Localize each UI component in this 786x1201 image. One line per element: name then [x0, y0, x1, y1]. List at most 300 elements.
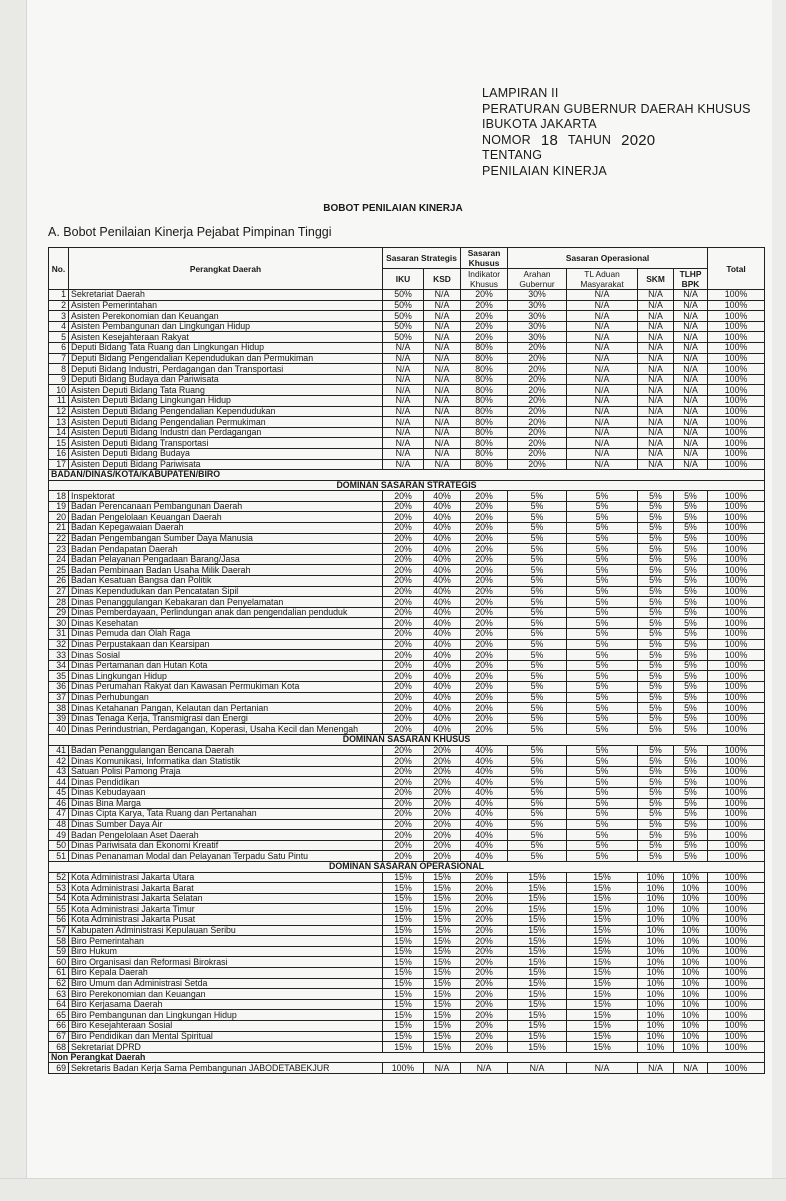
cell-iku: 15% [383, 1010, 424, 1021]
cell-skm: 5% [638, 544, 674, 555]
cell-total: 100% [708, 353, 765, 364]
col-total: Total [708, 248, 765, 290]
row-perangkat-daerah: Badan Pengelolaan Keuangan Daerah [69, 512, 383, 523]
table-row [49, 936, 765, 947]
cell-tl: 15% [567, 968, 638, 979]
cell-ik: 80% [461, 395, 508, 406]
row-perangkat-daerah: Kota Administrasi Jakarta Utara [69, 872, 383, 883]
cell-tl: 5% [567, 512, 638, 523]
cell-tl: 5% [567, 639, 638, 650]
cell-ag: 30% [508, 300, 567, 311]
cell-iku: 20% [383, 798, 424, 809]
cell-total: 100% [708, 1020, 765, 1031]
table-row [49, 840, 765, 851]
row-perangkat-daerah: Dinas Penanggulangan Kebakaran dan Penyelamatan [69, 597, 383, 608]
cell-ksd: N/A [424, 385, 461, 396]
cell-total: 100% [708, 607, 765, 618]
cell-ksd: 15% [424, 989, 461, 1000]
row-number: 68 [49, 1042, 69, 1053]
cell-tlhp: 5% [674, 724, 708, 735]
cell-skm: 5% [638, 607, 674, 618]
cell-total: 100% [708, 290, 765, 301]
row-perangkat-daerah: Dinas Pemuda dan Olah Raga [69, 629, 383, 640]
cell-tl: N/A [567, 1063, 638, 1074]
row-perangkat-daerah: Asisten Kesejahteraan Rakyat [69, 332, 383, 343]
group-label: BADAN/DINAS/KOTA/KABUPATEN/BIRO [49, 470, 765, 481]
cell-ksd: 15% [424, 1020, 461, 1031]
cell-ksd: 15% [424, 925, 461, 936]
row-number: 44 [49, 777, 69, 788]
cell-iku: N/A [383, 385, 424, 396]
cell-ik: 20% [461, 978, 508, 989]
cell-tlhp: N/A [674, 385, 708, 396]
cell-ag: 5% [508, 660, 567, 671]
cell-iku: 20% [383, 660, 424, 671]
row-perangkat-daerah: Biro Pemerintahan [69, 936, 383, 947]
cell-ag: 30% [508, 290, 567, 301]
cell-ag: 15% [508, 915, 567, 926]
cell-ag: 5% [508, 554, 567, 565]
cell-ik: 20% [461, 332, 508, 343]
cell-total: 100% [708, 692, 765, 703]
cell-total: 100% [708, 925, 765, 936]
row-perangkat-daerah: Biro Kepala Daerah [69, 968, 383, 979]
cell-tl: 15% [567, 1042, 638, 1053]
cell-ag: 5% [508, 756, 567, 767]
cell-tlhp: 10% [674, 925, 708, 936]
cell-tlhp: 5% [674, 597, 708, 608]
cell-ag: 30% [508, 311, 567, 322]
cell-tlhp: 10% [674, 915, 708, 926]
cell-tl: 5% [567, 745, 638, 756]
cell-ik: 20% [461, 544, 508, 555]
cell-ik: 20% [461, 713, 508, 724]
cell-ag: 15% [508, 893, 567, 904]
row-number: 15 [49, 438, 69, 449]
cell-total: 100% [708, 989, 765, 1000]
cell-skm: 5% [638, 713, 674, 724]
row-number: 30 [49, 618, 69, 629]
cell-iku: N/A [383, 342, 424, 353]
row-number: 69 [49, 1063, 69, 1074]
table-row [49, 597, 765, 608]
cell-tlhp: 5% [674, 777, 708, 788]
cell-tl: N/A [567, 438, 638, 449]
cell-tlhp: 10% [674, 904, 708, 915]
cell-iku: 15% [383, 957, 424, 968]
cell-iku: 15% [383, 1042, 424, 1053]
cell-ag: 20% [508, 459, 567, 470]
cell-iku: N/A [383, 459, 424, 470]
cell-ik: 20% [461, 671, 508, 682]
section-row [49, 862, 765, 873]
cell-ag: 5% [508, 692, 567, 703]
cell-iku: 50% [383, 321, 424, 332]
cell-skm: 5% [638, 840, 674, 851]
cell-iku: 20% [383, 533, 424, 544]
row-number: 61 [49, 968, 69, 979]
cell-tl: 5% [567, 554, 638, 565]
cell-tlhp: 5% [674, 840, 708, 851]
col-indikator-khusus: Indikator Khusus [461, 269, 508, 290]
cell-ksd: N/A [424, 321, 461, 332]
table-row [49, 872, 765, 883]
row-perangkat-daerah: Deputi Bidang Pengendalian Kependudukan dan Permukiman [69, 353, 383, 364]
cell-ksd: N/A [424, 342, 461, 353]
cell-tl: 5% [567, 787, 638, 798]
cell-iku: 20% [383, 787, 424, 798]
row-number: 58 [49, 936, 69, 947]
cell-ksd: 40% [424, 554, 461, 565]
cell-tlhp: 5% [674, 533, 708, 544]
row-perangkat-daerah: Dinas Perhubungan [69, 692, 383, 703]
cell-ag: 15% [508, 925, 567, 936]
cell-tlhp: 5% [674, 618, 708, 629]
cell-ksd: 20% [424, 787, 461, 798]
cell-total: 100% [708, 427, 765, 438]
cell-ik: 20% [461, 311, 508, 322]
cell-skm: 10% [638, 989, 674, 1000]
table-row [49, 576, 765, 587]
cell-tl: 5% [567, 766, 638, 777]
cell-skm: 5% [638, 660, 674, 671]
col-sasaran-khusus: Sasaran Khusus [461, 248, 508, 269]
cell-total: 100% [708, 533, 765, 544]
cell-skm: 5% [638, 819, 674, 830]
cell-ik: 20% [461, 703, 508, 714]
cell-total: 100% [708, 586, 765, 597]
cell-tl: 15% [567, 893, 638, 904]
table-row [49, 851, 765, 862]
row-number: 4 [49, 321, 69, 332]
cell-tl: 15% [567, 883, 638, 894]
cell-ag: 5% [508, 576, 567, 587]
row-perangkat-daerah: Dinas Cipta Karya, Tata Ruang dan Pertanahan [69, 809, 383, 820]
cell-ag: 5% [508, 798, 567, 809]
cell-ag: 20% [508, 406, 567, 417]
cell-ik: 80% [461, 342, 508, 353]
cell-tl: 5% [567, 840, 638, 851]
table-header [49, 248, 765, 290]
cell-ksd: 15% [424, 999, 461, 1010]
cell-skm: 5% [638, 576, 674, 587]
row-number: 64 [49, 999, 69, 1010]
cell-ag: N/A [508, 1063, 567, 1074]
cell-ksd: 40% [424, 660, 461, 671]
row-perangkat-daerah: Biro Hukum [69, 946, 383, 957]
row-number: 8 [49, 364, 69, 375]
cell-ksd: N/A [424, 290, 461, 301]
table-row [49, 364, 765, 375]
section-row [49, 734, 765, 745]
row-perangkat-daerah: Biro Kesejahteraan Sosial [69, 1020, 383, 1031]
cell-ag: 5% [508, 819, 567, 830]
row-number: 40 [49, 724, 69, 735]
cell-total: 100% [708, 777, 765, 788]
cell-total: 100% [708, 311, 765, 322]
row-perangkat-daerah: Badan Kepegawaian Daerah [69, 523, 383, 534]
cell-iku: 100% [383, 1063, 424, 1074]
cell-skm: 10% [638, 904, 674, 915]
row-number: 49 [49, 830, 69, 841]
row-perangkat-daerah: Dinas Kependudukan dan Pencatatan Sipil [69, 586, 383, 597]
table-row [49, 342, 765, 353]
row-number: 53 [49, 883, 69, 894]
row-perangkat-daerah: Dinas Pariwisata dan Ekonomi Kreatif [69, 840, 383, 851]
cell-iku: 20% [383, 597, 424, 608]
row-number: 1 [49, 290, 69, 301]
cell-tl: 15% [567, 936, 638, 947]
cell-tlhp: 5% [674, 809, 708, 820]
cell-skm: 10% [638, 915, 674, 926]
row-number: 55 [49, 904, 69, 915]
cell-ksd: 40% [424, 523, 461, 534]
cell-ik: 20% [461, 523, 508, 534]
cell-ksd: 40% [424, 586, 461, 597]
cell-skm: N/A [638, 427, 674, 438]
cell-tl: N/A [567, 459, 638, 470]
table-row [49, 639, 765, 650]
cell-tl: 15% [567, 1010, 638, 1021]
row-number: 63 [49, 989, 69, 1000]
cell-iku: 20% [383, 491, 424, 502]
cell-ik: 40% [461, 777, 508, 788]
row-number: 50 [49, 840, 69, 851]
cell-ksd: 40% [424, 501, 461, 512]
cell-tlhp: 5% [674, 512, 708, 523]
cell-ksd: N/A [424, 311, 461, 322]
cell-skm: N/A [638, 364, 674, 375]
col-perangkat-daerah: Perangkat Daerah [69, 248, 383, 290]
cell-tl: 15% [567, 915, 638, 926]
cell-ag: 5% [508, 607, 567, 618]
table-row [49, 703, 765, 714]
cell-ag: 5% [508, 787, 567, 798]
cell-tlhp: N/A [674, 1063, 708, 1074]
cell-skm: 10% [638, 968, 674, 979]
cell-skm: 5% [638, 809, 674, 820]
cell-ksd: N/A [424, 427, 461, 438]
row-perangkat-daerah: Asisten Deputi Bidang Transportasi [69, 438, 383, 449]
row-number: 52 [49, 872, 69, 883]
row-perangkat-daerah: Biro Pendidikan dan Mental Spiritual [69, 1031, 383, 1042]
cell-ksd: N/A [424, 300, 461, 311]
cell-iku: 50% [383, 311, 424, 322]
cell-iku: N/A [383, 438, 424, 449]
cell-ag: 5% [508, 724, 567, 735]
group-row [49, 470, 765, 481]
row-perangkat-daerah: Biro Organisasi dan Reformasi Birokrasi [69, 957, 383, 968]
row-perangkat-daerah: Asisten Pembangunan dan Lingkungan Hidup [69, 321, 383, 332]
cell-total: 100% [708, 364, 765, 375]
row-number: 20 [49, 512, 69, 523]
cell-ksd: 40% [424, 639, 461, 650]
cell-skm: N/A [638, 459, 674, 470]
cell-tl: N/A [567, 342, 638, 353]
row-number: 24 [49, 554, 69, 565]
cell-total: 100% [708, 681, 765, 692]
cell-total: 100% [708, 798, 765, 809]
cell-tlhp: N/A [674, 374, 708, 385]
row-perangkat-daerah: Asisten Deputi Bidang Pengendalian Permukiman [69, 417, 383, 428]
cell-skm: 10% [638, 999, 674, 1010]
cell-ik: 20% [461, 692, 508, 703]
cell-ag: 20% [508, 417, 567, 428]
cell-ik: 20% [461, 650, 508, 661]
cell-iku: 20% [383, 777, 424, 788]
cell-tl: 15% [567, 925, 638, 936]
row-number: 56 [49, 915, 69, 926]
cell-tl: 5% [567, 830, 638, 841]
cell-ksd: 15% [424, 904, 461, 915]
row-number: 5 [49, 332, 69, 343]
row-number: 23 [49, 544, 69, 555]
cell-iku: N/A [383, 448, 424, 459]
cell-ag: 30% [508, 321, 567, 332]
table-row [49, 883, 765, 894]
col-tlhp-bpk: TLHP BPK [674, 269, 708, 290]
cell-ksd: N/A [424, 332, 461, 343]
cell-ik: 80% [461, 427, 508, 438]
cell-ag: 15% [508, 904, 567, 915]
cell-skm: 10% [638, 893, 674, 904]
cell-ik: 20% [461, 618, 508, 629]
cell-iku: 20% [383, 618, 424, 629]
cell-ksd: 40% [424, 544, 461, 555]
cell-skm: N/A [638, 290, 674, 301]
cell-skm: 5% [638, 798, 674, 809]
cell-tlhp: N/A [674, 406, 708, 417]
cell-ksd: 15% [424, 968, 461, 979]
cell-ksd: 15% [424, 883, 461, 894]
cell-skm: N/A [638, 406, 674, 417]
cell-tlhp: 10% [674, 936, 708, 947]
cell-total: 100% [708, 671, 765, 682]
cell-tl: 5% [567, 777, 638, 788]
row-number: 36 [49, 681, 69, 692]
cell-skm: 5% [638, 639, 674, 650]
row-perangkat-daerah: Dinas Bina Marga [69, 798, 383, 809]
cell-skm: 5% [638, 554, 674, 565]
cell-ksd: 15% [424, 1031, 461, 1042]
table-row [49, 978, 765, 989]
cell-ik: 40% [461, 756, 508, 767]
cell-total: 100% [708, 1063, 765, 1074]
row-number: 33 [49, 650, 69, 661]
cell-tl: 5% [567, 724, 638, 735]
row-perangkat-daerah: Sekretariat Daerah [69, 290, 383, 301]
cell-tlhp: N/A [674, 332, 708, 343]
row-number: 46 [49, 798, 69, 809]
row-perangkat-daerah: Biro Pembangunan dan Lingkungan Hidup [69, 1010, 383, 1021]
cell-ksd: 15% [424, 1042, 461, 1053]
cell-tlhp: 5% [674, 629, 708, 640]
cell-tl: N/A [567, 374, 638, 385]
cell-tlhp: 5% [674, 819, 708, 830]
cell-ik: 20% [461, 565, 508, 576]
table-row [49, 565, 765, 576]
cell-ag: 5% [508, 544, 567, 555]
cell-ik: 40% [461, 798, 508, 809]
cell-iku: 15% [383, 904, 424, 915]
cell-tl: 15% [567, 946, 638, 957]
cell-ksd: 20% [424, 830, 461, 841]
cell-ik: 20% [461, 1031, 508, 1042]
table-row [49, 290, 765, 301]
cell-tlhp: 10% [674, 989, 708, 1000]
table-row [49, 512, 765, 523]
cell-iku: 20% [383, 681, 424, 692]
cell-total: 100% [708, 300, 765, 311]
cell-iku: 20% [383, 692, 424, 703]
cell-ksd: 20% [424, 766, 461, 777]
cell-tlhp: 5% [674, 745, 708, 756]
cell-total: 100% [708, 438, 765, 449]
table-row [49, 438, 765, 449]
row-number: 66 [49, 1020, 69, 1031]
row-perangkat-daerah: Deputi Bidang Tata Ruang dan Lingkungan Hidup [69, 342, 383, 353]
row-perangkat-daerah: Badan Pembinaan Badan Usaha Milik Daerah [69, 565, 383, 576]
cell-iku: 20% [383, 565, 424, 576]
row-number: 47 [49, 809, 69, 820]
table-body [49, 290, 765, 1074]
cell-iku: 50% [383, 300, 424, 311]
cell-tlhp: 5% [674, 798, 708, 809]
cell-ag: 5% [508, 766, 567, 777]
weights-table [48, 247, 765, 1074]
cell-total: 100% [708, 406, 765, 417]
cell-tl: N/A [567, 406, 638, 417]
cell-iku: 15% [383, 915, 424, 926]
cell-tlhp: 5% [674, 703, 708, 714]
table-row [49, 745, 765, 756]
table-row [49, 830, 765, 841]
table-row [49, 692, 765, 703]
cell-tlhp: 10% [674, 957, 708, 968]
cell-total: 100% [708, 576, 765, 587]
cell-tlhp: 10% [674, 1031, 708, 1042]
cell-ik: 20% [461, 629, 508, 640]
cell-ik: 40% [461, 819, 508, 830]
cell-ag: 5% [508, 713, 567, 724]
col-ksd: KSD [424, 269, 461, 290]
cell-ag: 5% [508, 809, 567, 820]
cell-skm: 5% [638, 766, 674, 777]
cell-ag: 20% [508, 364, 567, 375]
cell-skm: N/A [638, 438, 674, 449]
row-number: 13 [49, 417, 69, 428]
cell-skm: 5% [638, 533, 674, 544]
cell-tl: N/A [567, 364, 638, 375]
table-row [49, 321, 765, 332]
cell-tlhp: 5% [674, 830, 708, 841]
row-number: 57 [49, 925, 69, 936]
cell-iku: N/A [383, 427, 424, 438]
row-number: 39 [49, 713, 69, 724]
cell-ik: 20% [461, 904, 508, 915]
cell-ksd: 15% [424, 872, 461, 883]
row-number: 2 [49, 300, 69, 311]
cell-tl: 5% [567, 607, 638, 618]
cell-total: 100% [708, 385, 765, 396]
cell-ag: 15% [508, 978, 567, 989]
cell-tl: 15% [567, 957, 638, 968]
scan-edge-left [0, 0, 27, 1200]
row-perangkat-daerah: Kabupaten Administrasi Kepulauan Seribu [69, 925, 383, 936]
cell-total: 100% [708, 618, 765, 629]
row-perangkat-daerah: Asisten Deputi Bidang Pengendalian Kependudukan [69, 406, 383, 417]
cell-tl: 5% [567, 671, 638, 682]
